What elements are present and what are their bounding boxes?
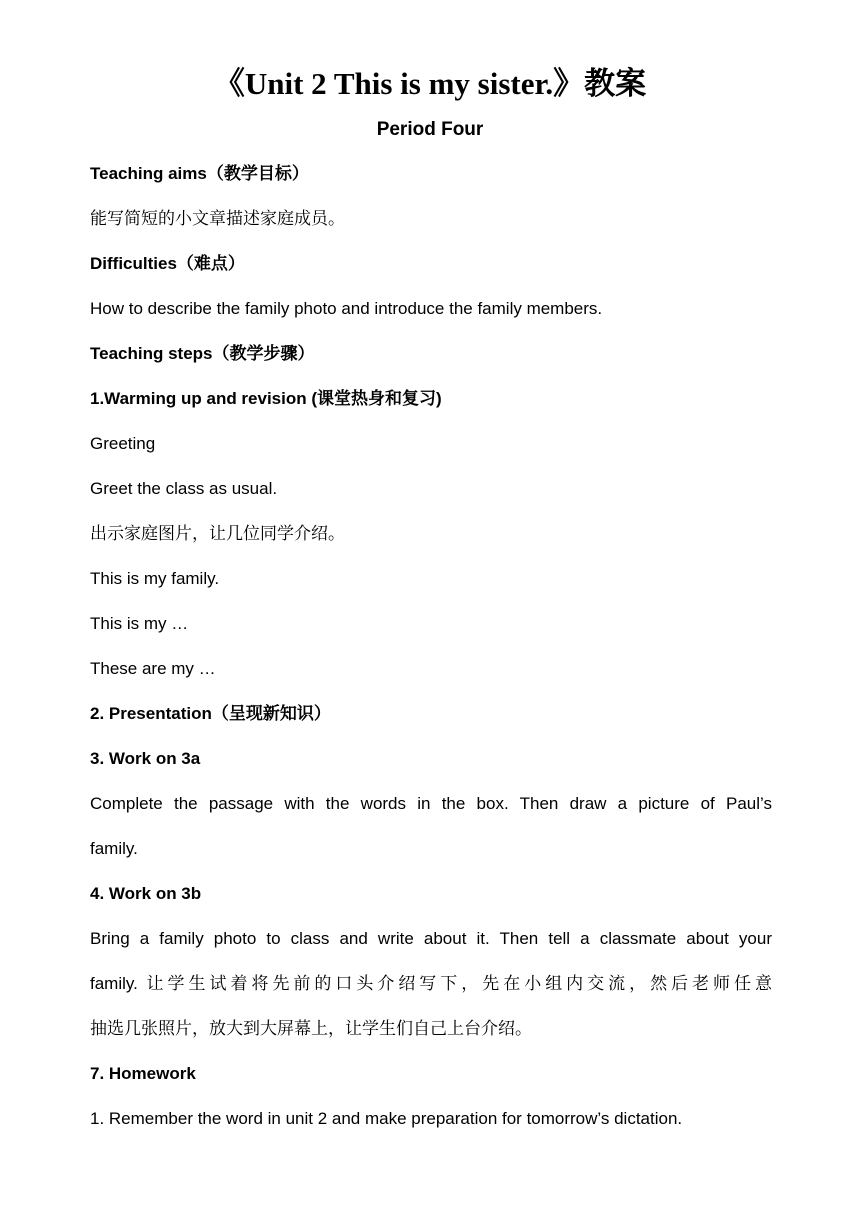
step-work-3a-heading: 3. Work on 3a bbox=[90, 749, 201, 768]
greeting-text: Greeting bbox=[90, 434, 156, 453]
work-3b-text-continued: family. 让学生试着将先前的口头介绍写下，先在小组内交流，然后老师任意 bbox=[90, 974, 772, 993]
work-3b-text: Bring a family photo to class and write about it. Then tell a classmate about your bbox=[90, 929, 772, 948]
period-subtitle: Period Four bbox=[376, 119, 484, 140]
work-3b-text-continued: 抽选几张照片，放大到大屏幕上，让学生们自己上台介绍。 bbox=[90, 1019, 532, 1038]
work-3a-text-continued: family. bbox=[90, 839, 138, 858]
show-family-picture-text: 出示家庭图片，让几位同学介绍。 bbox=[90, 524, 345, 543]
step-homework-heading: 7. Homework bbox=[90, 1064, 196, 1083]
aims-text: 能写简短的小文章描述家庭成员。 bbox=[90, 209, 345, 228]
step-work-3b-heading: 4. Work on 3b bbox=[90, 884, 202, 903]
heading-difficulties: Difficulties（难点） bbox=[90, 254, 245, 273]
heading-teaching-steps: Teaching steps（教学步骤） bbox=[90, 344, 315, 363]
difficulties-text: How to describe the family photo and introduce the family members. bbox=[90, 299, 603, 318]
step-warming-up-heading: 1.Warming up and revision (课堂热身和复习) bbox=[90, 389, 442, 408]
example-sentence: This is my … bbox=[90, 614, 189, 633]
homework-item: 1. Remember the word in unit 2 and make preparation for tomorrow’s dictation. bbox=[90, 1109, 683, 1128]
document-title: 《Unit 2 This is my sister.》教案 bbox=[213, 66, 647, 101]
greet-class-text: Greet the class as usual. bbox=[90, 479, 278, 498]
example-sentence: These are my … bbox=[90, 659, 216, 678]
work-3a-text: Complete the passage with the words in the box. Then draw a picture of Paul’s bbox=[90, 794, 772, 813]
step-presentation-heading: 2. Presentation（呈现新知识） bbox=[90, 704, 331, 723]
heading-teaching-aims: Teaching aims（教学目标） bbox=[90, 164, 309, 183]
example-sentence: This is my family. bbox=[90, 569, 220, 588]
